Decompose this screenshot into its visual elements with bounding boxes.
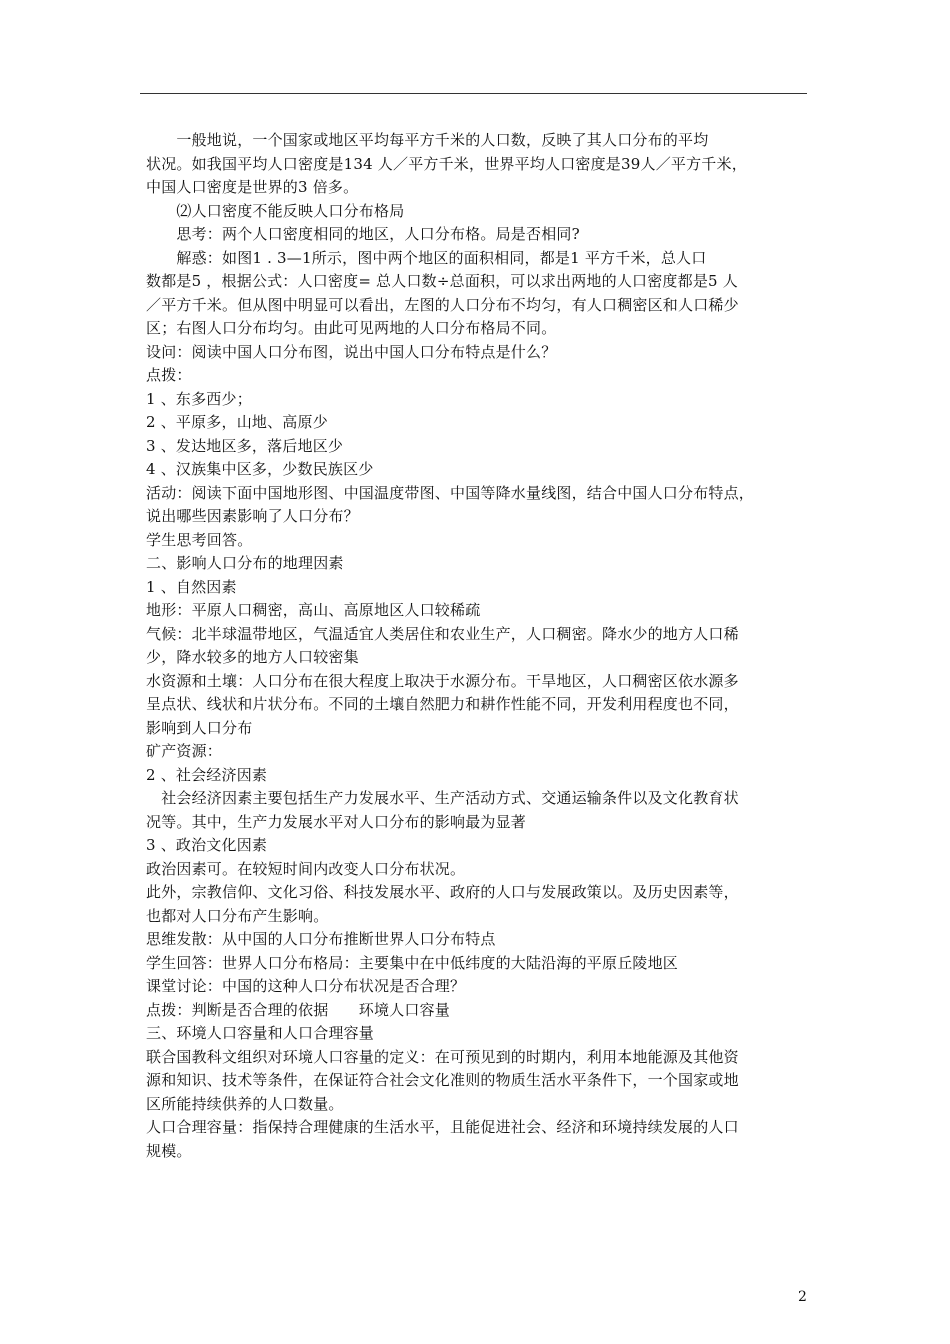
- text-line: 课堂讨论：中国的这种人口分布状况是否合理？: [146, 977, 466, 995]
- section-heading: 三、环境人口容量和人口合理容量: [146, 1024, 375, 1042]
- text-line: 少，降水较多的地方人口较密集: [146, 648, 359, 666]
- document-body: [146, 129, 810, 1163]
- text-line: 政治因素可。在较短时间内改变人口分布状况。: [146, 859, 466, 878]
- text-line: 区；右图人口分布均匀。由此可见两地的人口分布格局不同。: [146, 319, 557, 337]
- text-line: 2 、平原多，山地、高原少: [146, 413, 328, 431]
- text-line: 点拨：: [146, 366, 192, 384]
- text-line: 思考：两个人口密度相同的地区，人口分布格。局是否相同?: [146, 225, 580, 243]
- header-rule: [140, 93, 807, 94]
- section-heading: 二、影响人口分布的地理因素: [146, 554, 344, 572]
- text-line: 数都是5 ，根据公式：人口密度= 总人口数÷总面积，可以求出两地的人口密度都是5 人: [146, 272, 738, 290]
- text-line: 1 、东多西少；: [146, 389, 252, 408]
- text-line: 2 、社会经济因素: [146, 765, 268, 784]
- text-line: 社会经济因素主要包括生产力发展水平、生产活动方式、交通运输条件以及文化教育状: [146, 789, 739, 807]
- text-line: 思维发散：从中国的人口分布推断世界人口分布特点: [146, 930, 496, 948]
- text-line: 学生思考回答。: [146, 530, 253, 549]
- text-line: 学生回答：世界人口分布格局：主要集中在中低纬度的大陆沿海的平原丘陵地区: [146, 953, 679, 972]
- text-line: 3 、政治文化因素: [146, 836, 268, 854]
- text-line: 状况。如我国平均人口密度是134 人／平方千米，世界平均人口密度是39人／平方千米，: [146, 154, 747, 173]
- text-line: 人口合理容量：指保持合理健康的生活水平，且能促进社会、经济和环境持续发展的人口: [146, 1118, 739, 1136]
- text-line: 活动：阅读下面中国地形图、中国温度带图、中国等降水量线图，结合中国人口分布特点，: [146, 483, 755, 502]
- page-number: 2: [798, 1289, 807, 1305]
- text-line: 一般地说，一个国家或地区平均每平方千米的人口数，反映了其人口分布的平均: [146, 131, 709, 149]
- text-line: 1 、自然因素: [146, 577, 237, 596]
- text-line: 源和知识、技术等条件，在保证符合社会文化准则的物质生活水平条件下，一个国家或地: [146, 1071, 739, 1089]
- text-line: 况等。其中，生产力发展水平对人口分布的影响最为显著: [146, 812, 527, 831]
- text-line: 设问：阅读中国人口分布图，说出中国人口分布特点是什么？: [146, 342, 557, 361]
- text-line: ／平方千米。但从图中明显可以看出，左图的人口分布不均匀，有人口稠密区和人口稀少: [146, 295, 739, 314]
- text-line: 气候：北半球温带地区，气温适宜人类居住和农业生产，人口稠密。降水少的地方人口稀: [146, 624, 739, 643]
- text-line: 中国人口密度是世界的3 倍多。: [146, 178, 359, 196]
- text-line: 此外，宗教信仰、文化习俗、科技发展水平、政府的人口与发展政策以。及历史因素等，: [146, 883, 739, 901]
- text-line: 水资源和土壤：人口分布在很大程度上取决于水源分布。干旱地区，人口稠密区依水源多: [146, 671, 739, 690]
- text-line: 影响到人口分布: [146, 718, 253, 737]
- text-line: 规模。: [146, 1141, 192, 1160]
- text-line: 3 、发达地区多，落后地区少: [146, 436, 344, 455]
- text-line: 呈点状、线状和片状分布。不同的土壤自然肥力和耕作性能不同，开发利用程度也不同，: [146, 695, 739, 713]
- text-line: 说出哪些因素影响了人口分布？: [146, 507, 359, 525]
- text-line: 也都对人口分布产生影响。: [146, 906, 329, 925]
- text-line: 区所能持续供养的人口数量。: [146, 1094, 344, 1113]
- text-line: 点拨：判断是否合理的依据 环境人口容量: [146, 1000, 451, 1019]
- text-line: 地形：平原人口稠密，高山、高原地区人口较稀疏: [146, 601, 481, 619]
- text-line: ⑵人口密度不能反映人口分布格局: [146, 201, 405, 220]
- text-line: 矿产资源：: [146, 742, 223, 760]
- text-line: 解惑：如图1 . 3—1所示，图中两个地区的面积相同，都是1 平方千米，总人口: [146, 248, 707, 267]
- text-line: 4 、汉族集中区多，少数民族区少: [146, 460, 374, 478]
- text-line: 联合国教科文组织对环境人口容量的定义：在可预见到的时期内，利用本地能源及其他资: [146, 1047, 739, 1066]
